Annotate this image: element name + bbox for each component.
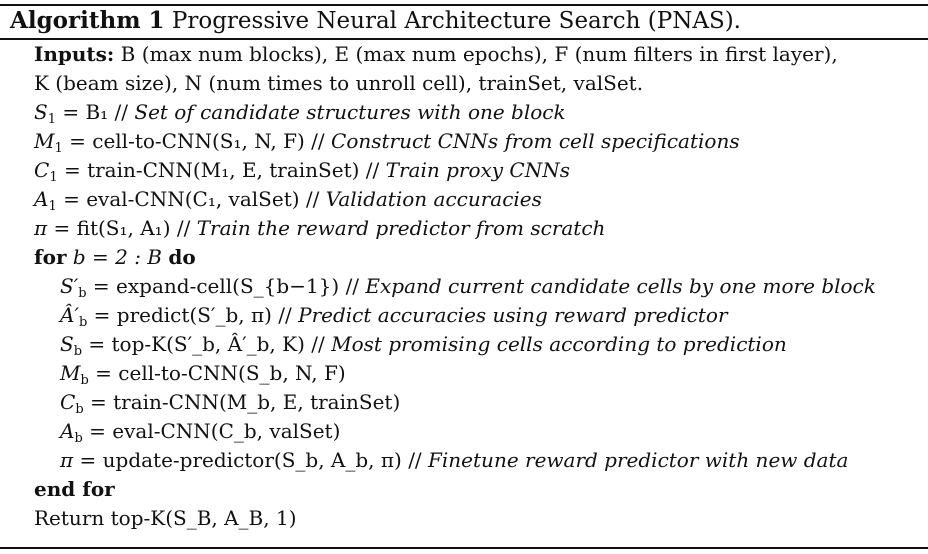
expr: = train-CNN(M₁, E, trainSet) // [57,158,386,182]
expr: = eval-CNN(C₁, valSet) // [56,187,326,211]
lhs: S [34,100,48,124]
lhs-sub: b [73,344,83,359]
lhs: π [34,216,48,240]
expr: = predict(S′_b, π) // [87,303,299,327]
comment: Construct CNNs from cell specifications [331,129,740,153]
comment: Expand current candidate cells by one more block [365,274,876,298]
lhs-sub: 1 [48,199,57,214]
lhs-sub: 1 [47,112,56,127]
lhs-sub: b [80,373,89,388]
loop-line [0,388,400,417]
lhs: M [34,129,55,153]
lhs: C [34,158,50,182]
init-line [0,185,542,214]
for-expression: b = 2 : B [72,245,162,269]
loop-line [0,359,346,388]
init-line [0,214,605,243]
lhs: C [60,390,76,414]
end-for-line [0,475,115,504]
expr: = fit(S₁, A₁) // [47,216,197,240]
inputs-line-2 [0,69,643,98]
inputs-line-1 [0,40,838,69]
algorithm-label: Algorithm 1 [10,7,165,34]
do-keyword: do [168,245,196,269]
loop-line [0,446,848,475]
comment: Set of candidate structures with one block [134,100,566,124]
expr: = expand-cell(S_{b−1}) // [86,274,366,298]
comment: Validation accuracies [325,187,542,211]
algorithm-title: Progressive Neural Architecture Search (PNAS). [171,8,741,34]
end-for-keyword: end for [34,477,115,501]
return-text: Return top-K(S_B, A_B, 1) [34,506,297,530]
loop-line [0,301,728,330]
comment: Most promising cells according to prediction [331,332,787,356]
comment: Train the reward predictor from scratch [196,216,606,240]
comment: Finetune reward predictor with new data [428,448,849,472]
expr: = cell-to-CNN(S₁, N, F) // [62,129,332,153]
expr: = eval-CNN(C_b, valSet) [82,419,341,443]
init-line [0,98,566,127]
lhs-sub: b [75,402,84,417]
comment: Predict accuracies using reward predictor [298,303,728,327]
inputs-keyword: Inputs: [34,42,115,66]
expr: = top-K(S′_b, Â′_b, K) // [82,332,332,356]
lhs: A [34,187,49,211]
lhs-sub: 1 [49,170,58,185]
lhs-sub: b [78,286,87,301]
lhs: A [60,419,75,443]
init-line [0,156,570,185]
bottom-rule [0,547,928,549]
loop-line [0,330,787,359]
expr: = B₁ // [55,100,135,124]
loop-line [0,417,340,446]
lhs: S [60,332,74,356]
loop-line [0,272,876,301]
return-line [0,504,297,533]
expr: = train-CNN(M_b, E, trainSet) [83,390,401,414]
init-line [0,127,740,156]
for-keyword: for [34,245,67,269]
inputs-text-2: K (beam size), N (num times to unroll cell), trainSet, valSet. [34,71,644,95]
expr: = cell-to-CNN(S_b, N, F) [88,361,346,385]
lhs-sub: b [78,315,88,330]
lhs: π [60,448,74,472]
expr: = update-predictor(S_b, A_b, π) // [73,448,429,472]
for-line [0,243,196,272]
top-rule [0,4,928,6]
lhs: S′ [60,274,79,298]
lhs-sub: b [74,431,83,446]
lhs: M [60,361,81,385]
inputs-text-1: B (max num blocks), E (max num epochs), F (num filters in first layer), [120,42,838,66]
lhs: Â′ [60,303,79,327]
algorithm-caption [10,7,741,35]
lhs-sub: 1 [54,141,63,156]
comment: Train proxy CNNs [385,158,570,182]
